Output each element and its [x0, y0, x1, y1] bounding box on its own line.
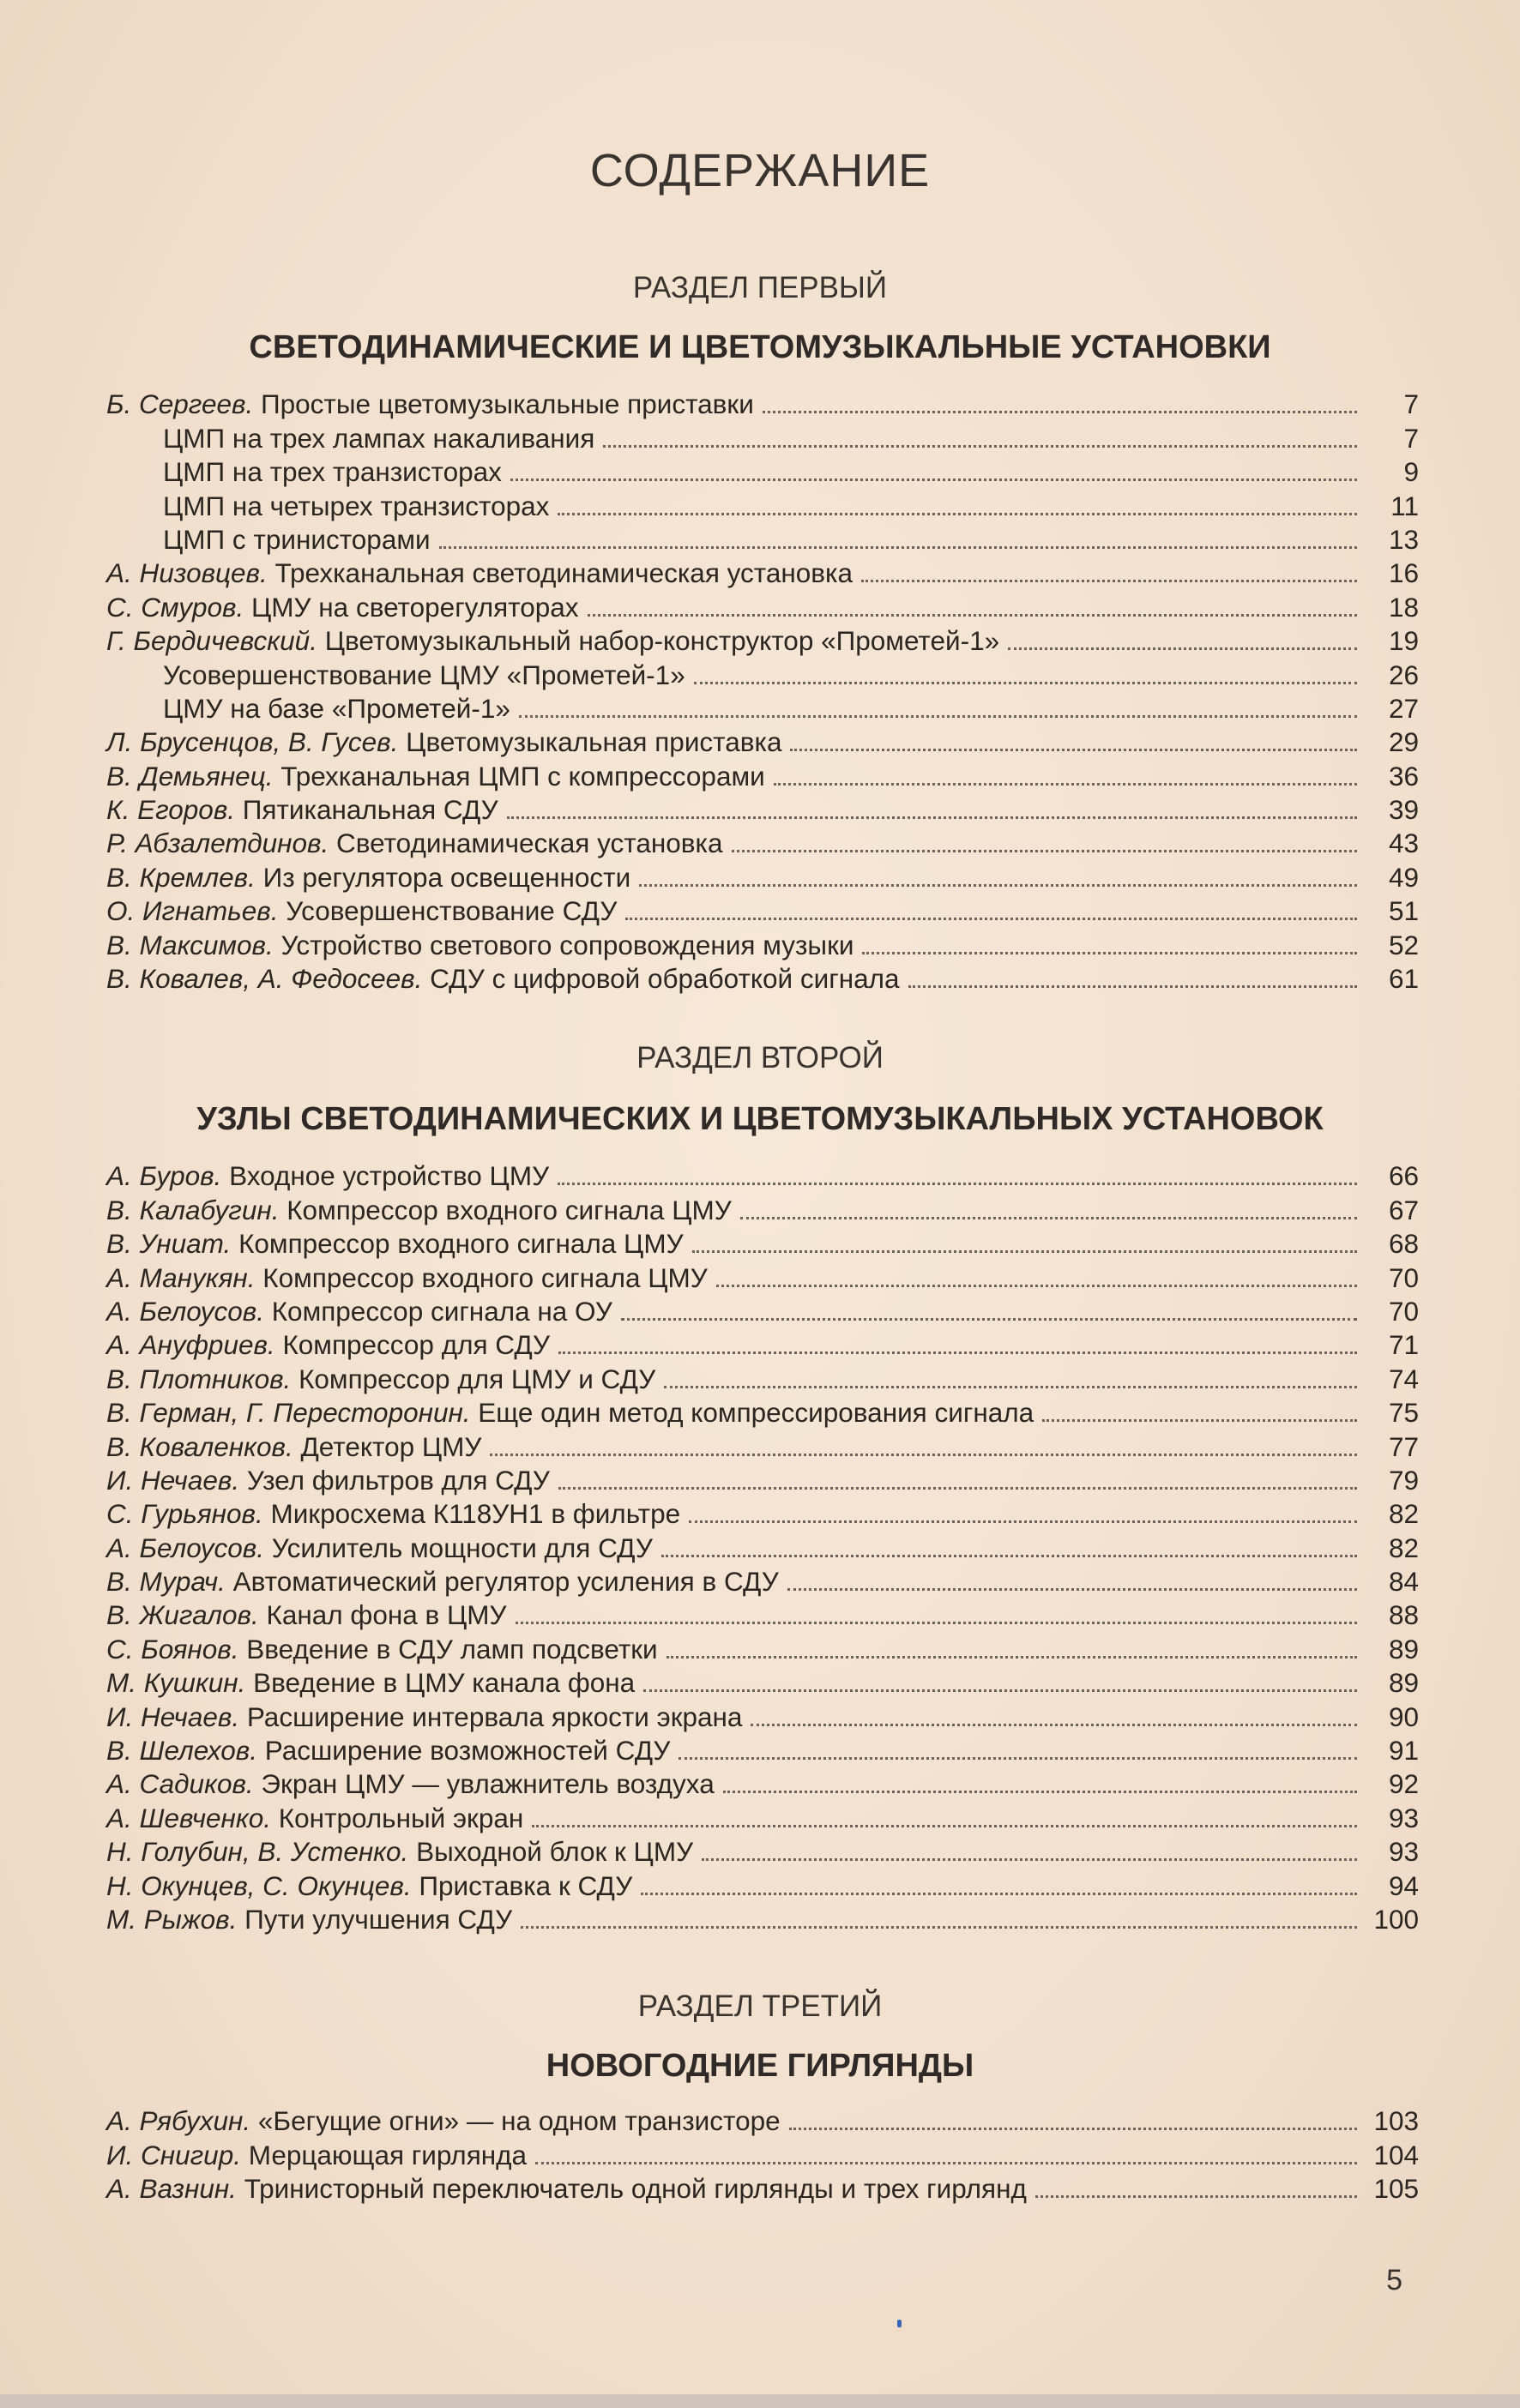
dot-leader — [643, 1689, 1357, 1692]
toc-entry-text — [106, 1598, 507, 1632]
dot-leader — [621, 1317, 1357, 1321]
dot-leader — [558, 512, 1357, 515]
toc-entry — [106, 1227, 1419, 1261]
toc-entry — [106, 1193, 1419, 1226]
toc-entry — [106, 1734, 1419, 1767]
toc-entry-author: В. Жигалов. — [106, 1599, 259, 1631]
toc-entry-title: Пути улучшения СДУ — [237, 1903, 513, 1935]
toc-entry-page: 92 — [1388, 1768, 1419, 1800]
page-number: 5 — [1386, 2264, 1402, 2297]
dot-leader — [510, 478, 1357, 481]
scan-edge — [0, 2394, 1520, 2408]
toc-entry-page: 68 — [1388, 1228, 1419, 1260]
toc-entry-text — [106, 962, 900, 996]
toc-entry — [106, 1159, 1419, 1193]
toc-entry-title: Мерцающая гирлянда — [240, 2139, 528, 2170]
dot-leader — [558, 1182, 1357, 1185]
toc-entry-text — [106, 1565, 779, 1598]
dot-leader — [908, 984, 1357, 988]
toc-entry — [106, 1362, 1419, 1395]
dot-leader — [1035, 2194, 1357, 2198]
toc-entry-title: Расширение возможностей СДУ — [257, 1735, 671, 1767]
dot-leader — [723, 1790, 1357, 1793]
toc-entry-title: Трехканальная ЦМП с компрессорами — [273, 760, 765, 792]
toc-entry-title: Простые цветомузыкальные приставки — [253, 388, 754, 420]
toc-entry-author: А. Манукян. — [106, 1261, 256, 1293]
toc-entry-text — [106, 1767, 715, 1801]
toc-entry — [106, 928, 1419, 961]
section-label-3: РАЗДЕЛ ТРЕТИЙ — [637, 1990, 883, 2023]
toc-entry-page: 94 — [1388, 1869, 1419, 1901]
toc-entry-author: В. Плотников. — [106, 1363, 292, 1394]
toc-entry — [106, 2138, 1419, 2171]
toc-entry — [106, 1531, 1419, 1564]
toc-entry-text — [106, 1802, 523, 1835]
toc-entry — [106, 590, 1419, 623]
toc-entry-page: 89 — [1388, 1633, 1419, 1665]
toc-entry-text — [106, 861, 630, 894]
dot-leader — [558, 1486, 1357, 1490]
toc-entry-text — [106, 1159, 549, 1193]
dot-leader — [689, 1520, 1357, 1523]
toc-entry-text — [106, 557, 853, 590]
dot-leader — [625, 917, 1357, 920]
section-label-1: РАЗДЕЛ ПЕРВЫЙ — [632, 271, 888, 304]
toc-entry-author: А. Вазнин. — [106, 2173, 237, 2205]
toc-entry-author: О. Игнатьев. — [106, 895, 279, 927]
toc-entry-text — [106, 1464, 550, 1497]
toc-entry-author: Р. Абзалетдинов. — [106, 828, 329, 859]
dot-leader — [716, 1284, 1357, 1287]
toc-entry-page: 7 — [1403, 422, 1419, 454]
toc-entry-text — [106, 1363, 655, 1396]
dot-leader — [861, 579, 1357, 582]
dot-leader — [702, 1857, 1357, 1861]
toc-entry — [106, 455, 1419, 489]
toc-entry-text — [106, 894, 617, 928]
dot-leader — [519, 714, 1357, 718]
toc-entry-page: 18 — [1388, 591, 1419, 623]
toc-entry-author: Г. Бердичевский. — [106, 625, 317, 657]
section-label-2: РАЗДЕЛ ВТОРОЙ — [636, 1041, 884, 1075]
toc-entry-page: 52 — [1388, 929, 1419, 960]
toc-entry — [106, 1295, 1419, 1328]
toc-section-1 — [106, 388, 1419, 996]
dot-leader — [516, 1621, 1357, 1624]
toc-entry-text — [106, 1227, 684, 1261]
toc-entry-page: 9 — [1403, 456, 1419, 488]
toc-entry-title: Микросхема К118УН1 в фильтре — [262, 1498, 681, 1530]
toc-entry-text — [106, 1261, 708, 1295]
toc-entry-title: ЦМП на трех лампах накаливания — [163, 422, 595, 454]
toc-entry-title: Усилитель мощности для СДУ — [263, 1532, 653, 1563]
toc-entry — [106, 1869, 1419, 1902]
toc-entry-text — [106, 1869, 632, 1903]
toc-entry — [106, 2172, 1419, 2206]
toc-entry-author: А. Белоусов. — [106, 1295, 264, 1327]
toc-entry-author: В. Униат. — [106, 1228, 232, 1260]
toc-entry — [106, 1903, 1419, 1936]
toc-entry-text — [106, 422, 594, 455]
dot-leader — [790, 748, 1357, 751]
toc-entry-author: В. Максимов. — [106, 929, 274, 960]
toc-entry-title: Расширение интервала яркости экрана — [239, 1701, 743, 1732]
toc-entry-title: Приставка к СДУ — [411, 1869, 633, 1901]
toc-entry-author: С. Смуров. — [106, 591, 244, 623]
toc-entry-author: И. Нечаев. — [106, 1464, 240, 1496]
toc-entry-page: 67 — [1388, 1194, 1419, 1225]
dot-leader — [490, 1453, 1357, 1456]
toc-entry — [106, 2104, 1419, 2138]
toc-entry-text — [106, 2139, 527, 2172]
toc-entry-title: Автоматический регулятор усиления в СДУ — [225, 1566, 779, 1598]
toc-entry-title: Введение в СДУ ламп подсветки — [238, 1633, 658, 1665]
toc-entry-page: 51 — [1388, 895, 1419, 927]
toc-entry — [106, 692, 1419, 725]
toc-entry — [106, 1261, 1419, 1294]
toc-entry-title: ЦМУ на светорегуляторах — [244, 591, 579, 623]
toc-entry-author: А. Низовцев. — [106, 557, 268, 589]
toc-entry-page: 89 — [1388, 1667, 1419, 1699]
toc-entry-text — [106, 1633, 658, 1666]
toc-entry-author: В. Демьянец. — [106, 760, 274, 792]
dot-leader — [763, 410, 1357, 413]
toc-section-2 — [106, 1159, 1419, 1936]
toc-entry-author: Н. Окунцев, С. Окунцев. — [106, 1869, 412, 1901]
toc-entry — [106, 1497, 1419, 1531]
toc-entry-text — [106, 1194, 732, 1227]
toc-entry-page: 93 — [1388, 1802, 1419, 1833]
toc-entry-author: М. Кушкин. — [106, 1667, 246, 1699]
ink-speck — [897, 2320, 902, 2327]
dot-leader — [1008, 647, 1357, 650]
toc-entry-author: В. Калабугин. — [106, 1194, 280, 1225]
toc-entry-page: 66 — [1388, 1160, 1419, 1192]
toc-entry-text — [106, 1328, 550, 1362]
toc-entry-page: 70 — [1388, 1261, 1419, 1293]
dot-leader — [692, 1249, 1357, 1253]
toc-entry-title: Входное устройство ЦМУ — [221, 1160, 550, 1192]
toc-entry-text — [106, 760, 765, 793]
toc-entry-page: 29 — [1388, 726, 1419, 758]
dot-leader — [862, 951, 1357, 954]
toc-entry-title: СДУ с цифровой обработкой сигнала — [422, 963, 900, 995]
toc-entry-title: Пятиканальная СДУ — [235, 794, 498, 826]
toc-entry-page: 19 — [1388, 625, 1419, 657]
dot-leader — [740, 1216, 1357, 1219]
dot-leader — [521, 1925, 1357, 1929]
toc-entry-title: Светодинамическая установка — [329, 828, 723, 859]
dot-leader — [732, 849, 1358, 852]
toc-entry — [106, 793, 1419, 827]
toc-entry-title: Контрольный экран — [271, 1802, 524, 1833]
dot-leader — [787, 1587, 1357, 1591]
dot-leader — [661, 1554, 1357, 1557]
toc-entry-title: Компрессор сигнала на ОУ — [263, 1295, 612, 1327]
toc-entry — [106, 1464, 1419, 1497]
page-title: СОДЕРЖАНИЕ — [589, 145, 931, 196]
toc-entry — [106, 1801, 1419, 1834]
toc-entry — [106, 1430, 1419, 1463]
toc-entry-page: 39 — [1388, 794, 1419, 826]
toc-entry-title: Компрессор входного сигнала ЦМУ — [231, 1228, 684, 1260]
toc-entry-page: 70 — [1388, 1295, 1419, 1327]
dot-leader — [789, 2127, 1357, 2130]
toc-entry — [106, 523, 1419, 557]
toc-entry — [106, 421, 1419, 455]
toc-entry-title: Еще один метод компрессирования сигнала — [470, 1397, 1034, 1429]
toc-entry-page: 82 — [1388, 1532, 1419, 1563]
toc-entry-page: 71 — [1388, 1329, 1419, 1361]
toc-entry-text — [106, 1835, 693, 1869]
toc-entry-page: 36 — [1388, 760, 1419, 792]
toc-entry — [106, 962, 1419, 996]
toc-entry-text — [106, 1396, 1034, 1430]
toc-entry-title: Экран ЦМУ — увлажнитель воздуха — [253, 1768, 715, 1800]
dot-leader — [751, 1723, 1357, 1726]
toc-entry-author: А. Ануфриев. — [106, 1329, 275, 1361]
toc-entry-page: 61 — [1388, 963, 1419, 995]
toc-entry-page: 77 — [1388, 1430, 1419, 1462]
toc-entry-author: В. Ковалев, А. Федосеев. — [106, 963, 423, 995]
toc-entry-page: 82 — [1388, 1498, 1419, 1530]
toc-entry-text — [106, 2172, 1027, 2206]
toc-entry-text — [106, 793, 498, 827]
toc-entry-title: Детектор ЦМУ — [293, 1430, 482, 1462]
dot-leader — [603, 444, 1357, 448]
dot-leader — [679, 1756, 1357, 1760]
dot-leader — [532, 1824, 1357, 1827]
toc-entry-title: Узел фильтров для СДУ — [239, 1464, 550, 1496]
dot-leader — [639, 883, 1357, 887]
toc-entry-title: «Бегущие огни» — на одном транзисторе — [250, 2105, 781, 2137]
toc-entry-text — [106, 827, 723, 860]
toc-entry-text — [106, 1295, 612, 1328]
dot-leader — [1042, 1418, 1357, 1422]
toc-entry-page: 100 — [1373, 1903, 1419, 1935]
dot-leader — [558, 1351, 1357, 1354]
toc-entry — [106, 759, 1419, 792]
toc-entry-title: Введение в ЦМУ канала фона — [245, 1667, 636, 1699]
toc-entry — [106, 624, 1419, 658]
dot-leader — [694, 681, 1357, 684]
toc-entry — [106, 388, 1419, 421]
toc-entry-page: 7 — [1403, 388, 1419, 420]
toc-entry-title: Компрессор входного сигнала ЦМУ — [279, 1194, 732, 1225]
section-heading-2: УЗЛЫ СВЕТОДИНАМИЧЕСКИХ И ЦВЕТОМУЗЫКАЛЬНЫХ УСТАНОВОК — [196, 1101, 1324, 1137]
toc-entry-text — [106, 1734, 670, 1767]
toc-entry — [106, 658, 1419, 691]
toc-entry — [106, 557, 1419, 590]
toc-entry-author: А. Шевченко. — [106, 1802, 271, 1833]
toc-entry-author: А. Белоусов. — [106, 1532, 264, 1563]
dot-leader — [535, 2161, 1357, 2164]
toc-entry-text — [106, 1701, 742, 1734]
toc-entry-text — [106, 624, 999, 658]
toc-entry-title: Устройство светового сопровождения музыки — [273, 929, 854, 960]
toc-entry — [106, 1666, 1419, 1700]
toc-entry-author: И. Снигир. — [106, 2139, 241, 2170]
section-heading-3: НОВОГОДНИЕ ГИРЛЯНДЫ — [546, 2048, 974, 2084]
toc-entry-author: Л. Брусенцов, В. Гусев. — [106, 726, 399, 758]
toc-entry-author: А. Садиков. — [106, 1768, 254, 1800]
toc-entry-author: А. Буров. — [106, 1160, 222, 1192]
toc-entry-title: Выходной блок к ЦМУ — [408, 1836, 694, 1868]
toc-entry-page: 84 — [1388, 1566, 1419, 1598]
toc-entry-author: К. Егоров. — [106, 794, 236, 826]
toc-entry — [106, 1767, 1419, 1801]
toc-entry-page: 43 — [1388, 828, 1419, 859]
dot-leader — [667, 1655, 1357, 1659]
toc-entry-title: Тринисторный переключатель одной гирлянды и трех гирлянд — [236, 2173, 1027, 2205]
toc-entry-author: И. Нечаев. — [106, 1701, 240, 1732]
toc-entry-author: Б. Сергеев. — [106, 388, 254, 420]
dot-leader — [774, 782, 1357, 786]
toc-entry-text — [106, 1903, 512, 1936]
toc-entry-text — [106, 388, 754, 421]
toc-entry-text — [106, 523, 431, 557]
toc-entry-page: 90 — [1388, 1701, 1419, 1732]
toc-entry-title: Компрессор для ЦМУ и СДУ — [291, 1363, 656, 1394]
toc-entry-page: 79 — [1388, 1464, 1419, 1496]
toc-entry-page: 93 — [1388, 1836, 1419, 1868]
toc-entry-title: ЦМП на четырех транзисторах — [163, 490, 550, 521]
toc-entry-author: В. Шелехов. — [106, 1735, 257, 1767]
toc-entry — [106, 827, 1419, 860]
toc-entry-text — [106, 2104, 781, 2138]
toc-entry-text — [106, 692, 510, 725]
toc-entry-page: 75 — [1388, 1397, 1419, 1429]
toc-entry-author: С. Гурьянов. — [106, 1498, 263, 1530]
toc-section-3 — [106, 2104, 1419, 2206]
toc-entry — [106, 489, 1419, 522]
toc-entry-text — [106, 659, 685, 692]
dot-leader — [507, 816, 1357, 819]
toc-entry-page: 74 — [1388, 1363, 1419, 1394]
toc-entry-page: 49 — [1388, 861, 1419, 893]
toc-entry-title: Канал фона в ЦМУ — [258, 1599, 507, 1631]
toc-entry-title: Цветомузыкальный набор-конструктор «Прометей-1» — [317, 625, 1000, 657]
toc-entry-page: 105 — [1373, 2173, 1419, 2205]
dot-leader — [641, 1892, 1357, 1895]
toc-entry-text — [106, 591, 579, 624]
toc-entry-author: Н. Голубин, В. Устенко. — [106, 1836, 409, 1868]
toc-entry-text — [106, 1497, 680, 1531]
toc-entry — [106, 1835, 1419, 1869]
toc-entry — [106, 1598, 1419, 1632]
toc-entry — [106, 1700, 1419, 1733]
toc-entry — [106, 894, 1419, 928]
toc-entry-text — [106, 1532, 653, 1565]
dot-leader — [664, 1385, 1357, 1388]
toc-entry-author: М. Рыжов. — [106, 1903, 238, 1935]
toc-entry-text — [106, 725, 781, 759]
toc-entry-author: А. Рябухин. — [106, 2105, 251, 2137]
toc-entry-title: Усовершенствование ЦМУ «Прометей-1» — [163, 659, 685, 690]
toc-entry-page: 104 — [1373, 2139, 1419, 2170]
toc-entry-page: 103 — [1373, 2105, 1419, 2137]
toc-entry-author: В. Мурач. — [106, 1566, 226, 1598]
toc-entry-page: 26 — [1388, 659, 1419, 690]
toc-entry-title: Компрессор для СДУ — [274, 1329, 551, 1361]
toc-entry-text — [106, 1666, 635, 1700]
toc-entry — [106, 1328, 1419, 1362]
toc-entry — [106, 860, 1419, 894]
toc-entry-title: Компрессор входного сигнала ЦМУ — [255, 1261, 708, 1293]
toc-entry-page: 13 — [1388, 523, 1419, 555]
toc-entry-title: Цветомузыкальная приставка — [398, 726, 782, 758]
toc-entry-text — [106, 1430, 481, 1464]
toc-entry-page: 91 — [1388, 1735, 1419, 1767]
section-heading-1: СВЕТОДИНАМИЧЕСКИЕ И ЦВЕТОМУЗЫКАЛЬНЫЕ УСТАНОВКИ — [249, 329, 1271, 365]
toc-entry — [106, 1396, 1419, 1430]
toc-entry-author: С. Боянов. — [106, 1633, 239, 1665]
toc-entry-text — [106, 929, 853, 962]
toc-entry-author: В. Герман, Г. Пересторонин. — [106, 1397, 471, 1429]
toc-entry-page: 88 — [1388, 1599, 1419, 1631]
toc-entry-title: Из регулятора освещенности — [255, 861, 631, 893]
dot-leader — [588, 613, 1357, 617]
toc-entry-author: В. Кремлев. — [106, 861, 256, 893]
toc-entry-page: 11 — [1390, 490, 1419, 521]
dot-leader — [439, 545, 1357, 549]
toc-entry — [106, 1632, 1419, 1665]
toc-entry-title: Трехканальная светодинамическая установка — [267, 557, 853, 589]
toc-entry-text — [106, 455, 502, 489]
toc-entry-title: ЦМП с тринисторами — [163, 523, 431, 555]
toc-entry-title: Усовершенствование СДУ — [278, 895, 618, 927]
toc-entry-author: В. Коваленков. — [106, 1430, 293, 1462]
toc-entry-text — [106, 490, 549, 523]
toc-entry-title: ЦМУ на базе «Прометей-1» — [163, 692, 510, 724]
toc-entry-page: 27 — [1388, 692, 1419, 724]
toc-entry — [106, 1565, 1419, 1598]
toc-entry-title: ЦМП на трех транзисторах — [163, 456, 502, 488]
toc-entry-page: 16 — [1388, 557, 1419, 589]
toc-entry — [106, 725, 1419, 759]
